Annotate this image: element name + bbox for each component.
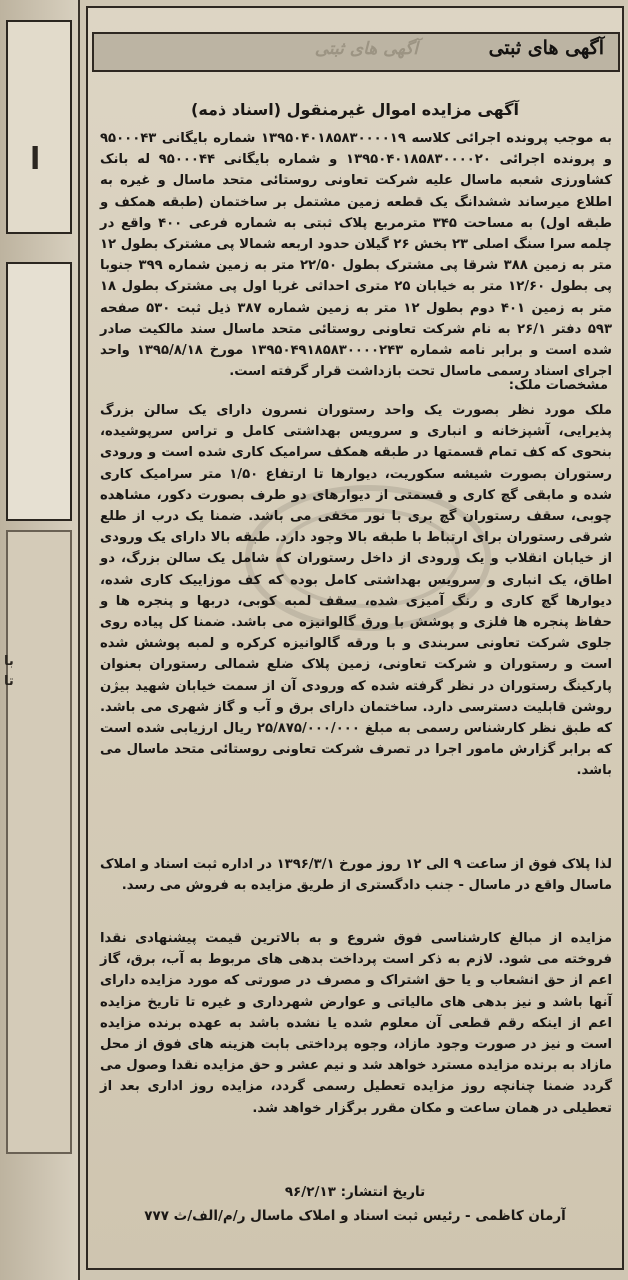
adjacent-text-fragment: با — [4, 654, 14, 669]
adjacent-column — [0, 0, 80, 1280]
section-title: آگهی های ثبتی — [488, 37, 604, 59]
notice-paragraph-terms: مزایده از مبالغ کارشناسی فوق شروع و به بالاترین قیمت پیشنهادی نقدا فروخته می شود. لازم به ذکر است پرداخت بدهی های مربوط به آب، برق، گاز اعم از حق انشعاب و یا حق اشتراک و مصرف در صورتی که مورد مزایده دارای آنها باشد و نیز بدهی های مالیاتی و عوارض شهرداری و غیره تا تاریخ مزایده اعم از اینکه رقم قطعی آن معلوم شده یا نشده باشد به عهده برنده مزایده است و نیز در صورت وجود مازاد، وجوه پرداختی بابت هزینه های فوق از محل مازاد به برنده مزایده مسترد خواهد شد و نیم عشر و حق مزایده نقدا وصول می گردد ضمنا چنانچه روز مزایده تعطیل رسمی گردد، مزایده روز اداری بعد از تعطیلی در همان ساعت و مکان مقرر برگزار خواهد شد. — [100, 931, 612, 1116]
adjacent-ad-box — [6, 530, 72, 1154]
adjacent-ad-box — [6, 262, 72, 521]
adjacent-text-fragment: ا — [30, 142, 41, 177]
property-specs-heading: مشخصات ملک: — [508, 378, 608, 393]
notice-title: آگهی مزایده اموال غیرمنقول (اسناد ذمه) — [191, 100, 519, 119]
adjacent-text-fragment: تا — [4, 674, 14, 689]
publish-date: تاریخ انتشار: ۹۶/۲/۱۳ — [284, 1184, 426, 1200]
notice-paragraph-specs: ملک مورد نظر بصورت یک واحد رستوران نسرون دارای یک سالن بزرگ پذیرایی، آشپزخانه و انباری و سرویس بهداشتی کامل و تراس سرپوشیده، بنحوی که کف تمام قسمتها در طبقه همکف سرامیک کاری شده است و ورودی رستوران بصورت شیشه سکوریت، دیوارها تا ارتفاع ۱/۵۰ متر سرامیک کاری شده و مابقی گچ کاری و قسمتی از دیوارهای دو طرف بصورت دکور، مشاهده چوبی، سقف رستوران گچ بری با نور مخفی می باشد. ضمنا یک درب از طلع شرقی رستوران برای ارتباط با طبقه بالا وجود دارد. طبقه بالا دارای یک ورودی از خیابان انقلاب و یک ورودی از داخل رستوران که شامل یک سالن بزرگ، دو اطاق، یک انباری و سرویس بهداشتی کامل بوده که کف موزاییک کاری شده، دیوارها گچ کاری و رنگ آمیزی شده، سقف لمبه کوبی، دربها و پنجره ها و حفاظ پنجره ها فلزی و پوشش با ورق گالوانیزه می باشد. ضمنا کل پیاده روی جلوی شرکت تعاونی سربندی و با ورقه گالوانیزه کرکره و لمبه پوشش شده است و رستوران و شرکت تعاونی، زمین پلاک ضلع شمالی رستوران بعنوان پارکینگ رستوران در نظر گرفته شده که ورودی آن از سمت خیابان شهید بیژن روشن قابلیت دسترسی دارد. ساختمان دارای برق و آب و گاز شهری می باشد. که طبق نظر کارشناس رسمی به مبلغ ۲۵/۸۷۵/۰۰۰/۰۰۰ ریال ارزیابی شده است که برابر گزارش مامور اجرا در تصرف شرکت تعاونی روستائی متحد ماسال می باشد. — [100, 403, 612, 779]
notice-paragraph-case: به موجب پرونده اجرائی کلاسه ۱۳۹۵۰۴۰۱۸۵۸۳۰۰۰۰۱۹ شماره بایگانی ۹۵۰۰۰۴۳ و پرونده اجرائی ۱۳۹۵۰۴۰۱۸۵۸۳۰۰۰۰۲۰ و شماره بایگانی ۹۵۰۰۰۴۴ له بانک کشاورزی شعبه ماسال علیه شرکت تعاونی روستائی متحد ماسال و غیره به اطلاع میرساند ششدانگ یک قطعه زمین مشتمل بر ساختمان (طبقه همکف و طبقه اول) به مساحت ۳۴۵ مترمربع پلاک ثبتی به شماره فرعی ۴۰۰ واقع در چلمه سرا سنگ اصلی ۲۳ بخش ۲۶ گیلان حدود اربعه شمالا پی مشترک بطول ۱۲ متر به زمین ۳۸۸ شرقا پی مشترک بطول ۲۲/۵۰ متر به زمین شماره ۳۹۹ جنوبا پی بطول ۱۲/۶۰ متر به خیابان ۲۵ متری احداثی غربا اول پی مشترک بطول ۱۸ متر به زمین ۴۰۱ دوم بطول ۱۲ متر به زمین شماره ۳۸۷ ذیل ثبت ۵۳۰ صفحه ۵۹۳ دفتر ۲۶/۱ به نام شرکت تعاونی روستائی متحد ماسال سند مالکیت صادر شده است و برابر نامه شماره ۱۳۹۵۰۴۹۱۸۵۸۳۰۰۰۰۲۴۳ مورخ ۱۳۹۵/۸/۱۸ واحد اجرای اسناد رسمی ماسال تحت بازداشت قرار گرفته است. — [100, 131, 613, 380]
adjacent-ad-box — [6, 20, 72, 234]
notice-paragraph-auction-time: لذا پلاک فوق از ساعت ۹ الی ۱۲ روز مورخ ۱۳۹۶/۳/۱ در اداره ثبت اسناد و املاک ماسال واقع در ماسال - جنب دادگستری از طریق مزایده به فروش می رسد. — [100, 857, 612, 894]
section-header-ghost: آگهی های ثبتی — [314, 39, 418, 59]
section-header — [92, 32, 620, 72]
signature-line: آرمان کاظمی - رئیس ثبت اسناد و املاک ماسال ر/م/الف/ث ۷۷۷ — [144, 1208, 566, 1224]
legal-notice-column — [86, 6, 624, 1270]
